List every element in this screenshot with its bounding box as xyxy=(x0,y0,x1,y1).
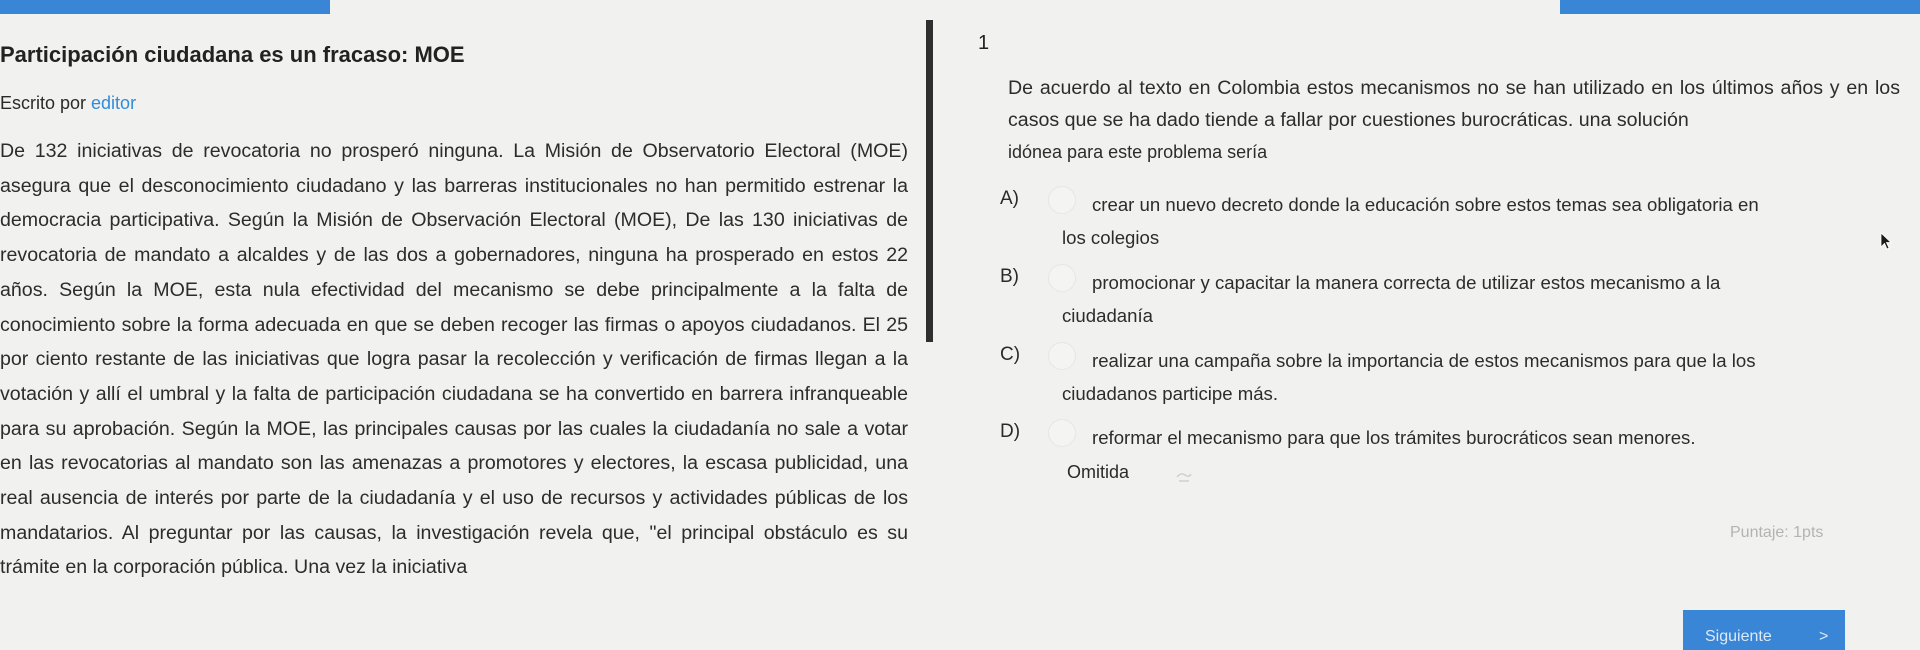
question-text-last: idónea para este problema sería xyxy=(1008,142,1268,162)
option-radio[interactable] xyxy=(1048,264,1076,292)
option-letter: C) xyxy=(1000,344,1021,365)
question-text xyxy=(1008,72,1900,168)
option-text xyxy=(1062,266,1892,332)
option-letter: A) xyxy=(1000,188,1019,209)
top-tab-bar-right xyxy=(1560,0,1920,14)
option-text xyxy=(1062,188,1892,254)
option-letter: B) xyxy=(1000,266,1019,287)
option-letter: D) xyxy=(1000,421,1021,442)
panel-divider xyxy=(926,20,933,342)
next-button[interactable] xyxy=(1683,610,1845,650)
article-body: De 132 iniciativas de revocatoria no prosperó ninguna. La Misión de Observatorio Electoral (MOE) asegura que el desconocimiento ciudadano y las barreras institucionales no han permitido estrenar la democracia participativa. Según la Misión de Observación Electoral (MOE), De las 130 iniciativas de revocatoria de mandato a alcaldes y de las dos a gobernadores, ninguna ha prosperado en estos 22 años. Según la MOE, esta nula efectividad del mecanismo se debe principalmente a la falta de conocimiento sobre la forma adecuada en que se deben recoger las firmas o apoyos ciudadanos. El 25 por ciento restante de las iniciativas que logra pasar la recolección y verificación de firmas llegan a la votación y allí el umbral y la falta de participación ciudadana se ha convertido en barrera infranqueable para su aprobación. Según la MOE, las principales causas por las cuales la ciudadanía no sale a votar en las revocatorias al mandato son las amenazas a promotores y electores, la escasa publicidad, una real ausencia de interés por parte de la ciudadanía y el uso de recursos y actividades públicas de los mandatarios. Al preguntar por las causas, la investigación revela que, "el principal obstáculo es su trámite en la corporación pública. Una vez la iniciativa xyxy=(0,140,908,579)
option-line2: ciudadanos participe más. xyxy=(1062,383,1279,404)
chevron-right-icon: > xyxy=(1819,628,1829,645)
author-link[interactable]: editor xyxy=(91,93,137,113)
next-button-label: Siguiente xyxy=(1705,628,1772,645)
option-radio[interactable] xyxy=(1048,342,1076,370)
option-radio[interactable] xyxy=(1048,186,1076,214)
option-line2: ciudadanía xyxy=(1062,305,1153,326)
question-number: 1 xyxy=(978,32,990,54)
option-text xyxy=(1092,421,1892,454)
option-line1: crear un nuevo decreto donde la educación sobre estos temas sea obligatoria en xyxy=(1092,194,1759,215)
omitted-status: Omitida xyxy=(1067,462,1130,482)
article-title: Participación ciudadana es un fracaso: MOE xyxy=(0,42,465,67)
score-label: Puntaje: 1pts xyxy=(1730,524,1824,541)
byline-prefix: Escrito por xyxy=(0,93,92,113)
option-line1: promocionar y capacitar la manera correcta de utilizar estos mecanismo a la xyxy=(1092,272,1721,293)
option-line1: reformar el mecanismo para que los trámites burocráticos sean menores. xyxy=(1092,427,1696,448)
question-text-main: De acuerdo al texto en Colombia estos mecanismos no se han utilizado en los últimos años y en los casos que se ha dado tiende a fallar por cuestiones burocráticas. una solución xyxy=(1008,77,1900,131)
omitted-marker-icon xyxy=(1176,471,1192,483)
option-line2: los colegios xyxy=(1062,227,1160,248)
option-text xyxy=(1062,344,1892,410)
article-byline xyxy=(0,93,136,114)
cursor-arrow-icon xyxy=(1880,232,1892,255)
option-radio[interactable] xyxy=(1048,419,1076,447)
option-line1: realizar una campaña sobre la importancia de estos mecanismos para que la los xyxy=(1092,350,1756,371)
top-tab-bar-left xyxy=(0,0,330,14)
